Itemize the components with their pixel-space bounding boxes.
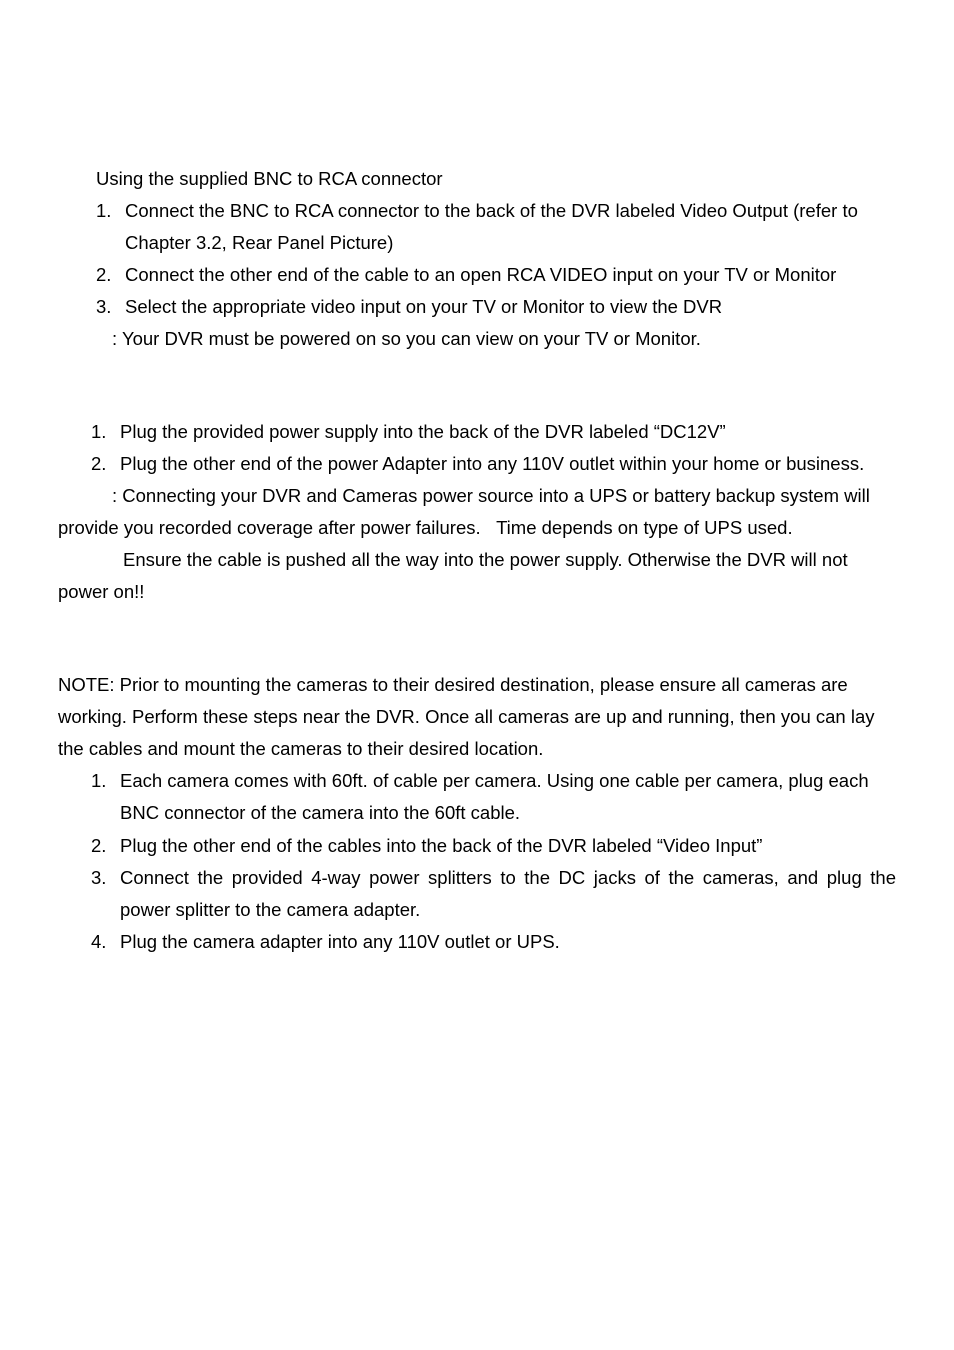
power-tip: : Connecting your DVR and Cameras power source into a UPS or battery backup system will — [112, 485, 870, 506]
video-step-3-text: Select the appropriate video input on your TV or Monitor to view the DVR — [125, 296, 723, 317]
video-step-2-text: Connect the other end of the cable to an open RCA VIDEO input on your TV or Monitor — [125, 264, 837, 285]
camera-step-3-number: 3. — [91, 867, 107, 888]
camera-step-3-text-cont: power splitter to the camera adapter. — [120, 899, 421, 920]
camera-step-4-text: Plug the camera adapter into any 110V outlet or UPS. — [120, 931, 560, 952]
camera-note-cont-2: the cables and mount the cameras to their desired location. — [58, 738, 544, 759]
camera-step-2-number: 2. — [91, 835, 107, 856]
camera-step-1-number: 1. — [91, 770, 107, 791]
video-step-3-number: 3. — [96, 296, 112, 317]
video-step-1-number: 1. — [96, 200, 112, 221]
power-warning-cont: power on!! — [58, 581, 145, 602]
power-step-1-text: Plug the provided power supply into the back of the DVR labeled “DC12V” — [120, 421, 726, 442]
camera-step-4-number: 4. — [91, 931, 107, 952]
camera-note: NOTE: Prior to mounting the cameras to their desired destination, please ensure all cameras are — [58, 674, 848, 695]
power-tip-cont: provide you recorded coverage after power failures. Time depends on type of UPS used. — [58, 517, 793, 538]
video-note: : Your DVR must be powered on so you can view on your TV or Monitor. — [112, 328, 701, 349]
power-step-1-number: 1. — [91, 421, 107, 442]
video-step-1-text: Connect the BNC to RCA connector to the back of the DVR labeled Video Output (refer to — [125, 200, 858, 221]
camera-step-2-text: Plug the other end of the cables into the back of the DVR labeled “Video Input” — [120, 835, 763, 856]
camera-step-1-text: Each camera comes with 60ft. of cable per camera. Using one cable per camera, plug each — [120, 770, 869, 791]
video-intro: Using the supplied BNC to RCA connector — [96, 168, 443, 189]
video-step-1-text-cont: Chapter 3.2, Rear Panel Picture) — [125, 232, 394, 253]
camera-step-1-text-cont: BNC connector of the camera into the 60ft cable. — [120, 802, 521, 823]
power-step-2-text: Plug the other end of the power Adapter into any 110V outlet within your home or business. — [120, 453, 865, 474]
video-step-2-number: 2. — [96, 264, 112, 285]
power-warning: Ensure the cable is pushed all the way into the power supply. Otherwise the DVR will not — [123, 549, 848, 570]
camera-step-3-text: Connect the provided 4-way power splitters to the DC jacks of the cameras, and plug the — [120, 867, 896, 888]
camera-note-cont-1: working. Perform these steps near the DVR. Once all cameras are up and running, then you can lay — [58, 706, 875, 727]
power-step-2-number: 2. — [91, 453, 107, 474]
